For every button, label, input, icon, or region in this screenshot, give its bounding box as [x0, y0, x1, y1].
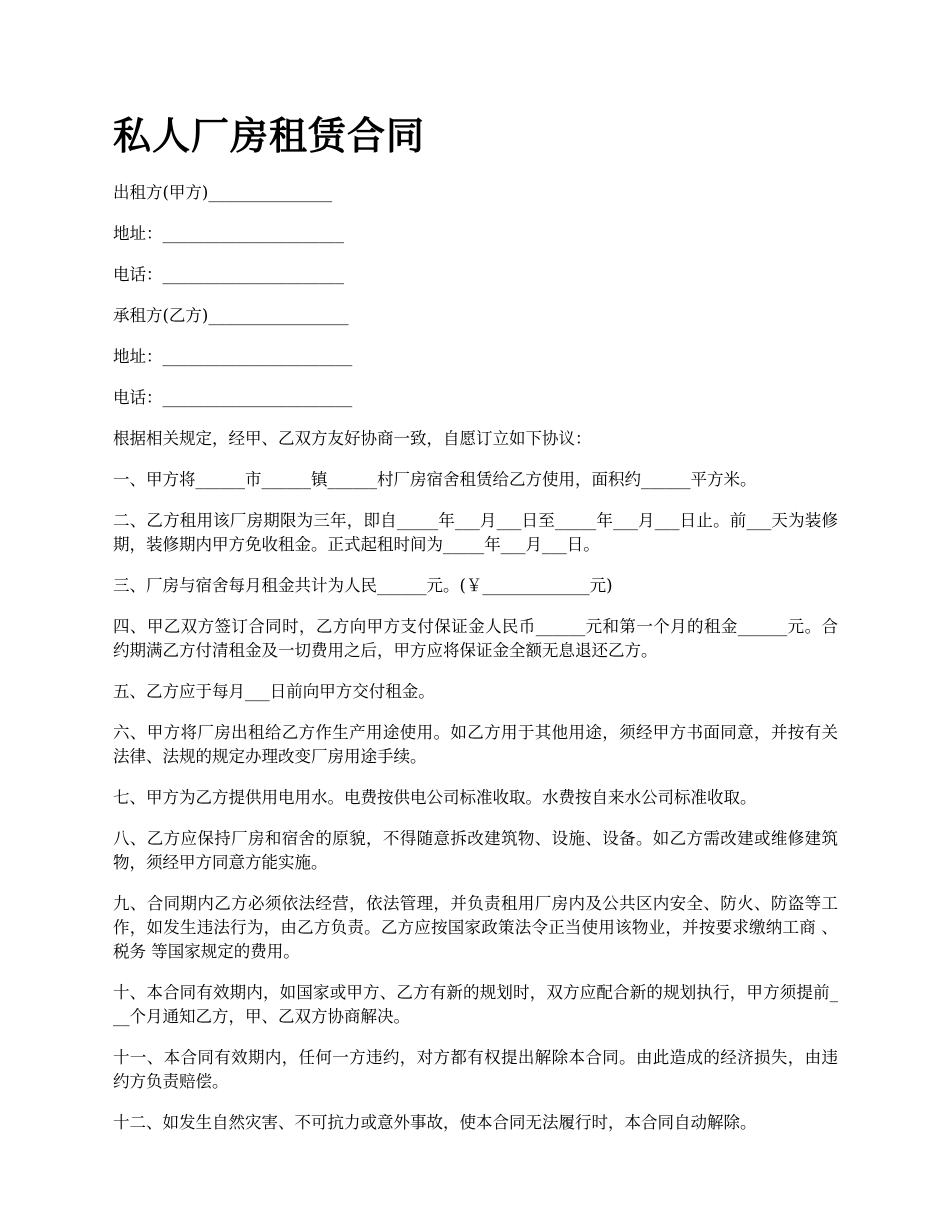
clause-paragraph: 九、合同期内乙方必须依法经营，依法管理，并负责租用厂房内及公共区内安全、防火、防盗等工作，如发生违法行为，由乙方负责。乙方应按国家政策法令正当使用该物业，并按要求缴纳工商 、税务 等国家规定的费用。: [113, 894, 838, 961]
document-title: 私人厂房租赁合同: [113, 113, 426, 158]
clause-paragraph: 六、甲方将厂房出租给乙方作生产用途使用。如乙方用于其他用途，须经甲方书面同意，并按有关法律、法规的规定办理改变厂房用途手续。: [113, 723, 838, 766]
clause-paragraph: 十二、如发生自然灾害、不可抗力或意外事故，使本合同无法履行时，本合同自动解除。: [113, 1113, 757, 1132]
clause-paragraph: 七、甲方为乙方提供用电用水。电费按供电公司标准收取。水费按自来水公司标准收取。: [113, 788, 757, 807]
clause-paragraph: 十、本合同有效期内，如国家或甲方、乙方有新的规划时，双方应配合新的规划执行，甲方须提前___个月通知乙方，甲、乙双方协商解决。: [113, 983, 838, 1026]
clause-paragraph: 二、乙方租用该厂房期限为三年，即自_____年___月___日至_____年___月___日止。前___天为装修期，装修期内甲方免收租金。正式起租时间为_____年___月___日。: [113, 511, 838, 554]
lessee-address-field: 地址：_______________________: [113, 347, 353, 366]
clause-paragraph: 五、乙方应于每月___日前向甲方交付租金。: [113, 682, 435, 701]
intro-paragraph: 根据相关规定，经甲、乙双方友好协商一致，自愿订立如下协议：: [113, 429, 592, 448]
clause-paragraph: 三、厂房与宿舍每月租金共计为人民______元。(￥_____________元): [113, 576, 613, 595]
clause-paragraph: 十一、本合同有效期内，任何一方违约，对方都有权提出解除本合同。由此造成的经济损失，由违约方负责赔偿。: [113, 1048, 838, 1091]
lessee-name-field: 承租方(乙方)_________________: [113, 306, 349, 325]
clause-paragraph: 八、乙方应保持厂房和宿舍的原貌，不得随意拆改建筑物、设施、设备。如乙方需改建或维修建筑物，须经甲方同意方能实施。: [113, 829, 838, 872]
clause-paragraph: 四、甲乙双方签订合同时，乙方向甲方支付保证金人民币______元和第一个月的租金______元。合约期满乙方付清租金及一切费用之后，甲方应将保证金全额无息退还乙方。: [113, 617, 838, 660]
lessor-address-field: 地址：______________________: [113, 224, 344, 243]
lessor-name-field: 出租方(甲方)_______________: [113, 183, 333, 202]
lessee-phone-field: 电话：_______________________: [113, 388, 353, 407]
lessor-phone-field: 电话：______________________: [113, 265, 344, 284]
clause-paragraph: 一、甲方将______市______镇______村厂房宿舍租赁给乙方使用，面积约______平方米。: [113, 470, 757, 489]
